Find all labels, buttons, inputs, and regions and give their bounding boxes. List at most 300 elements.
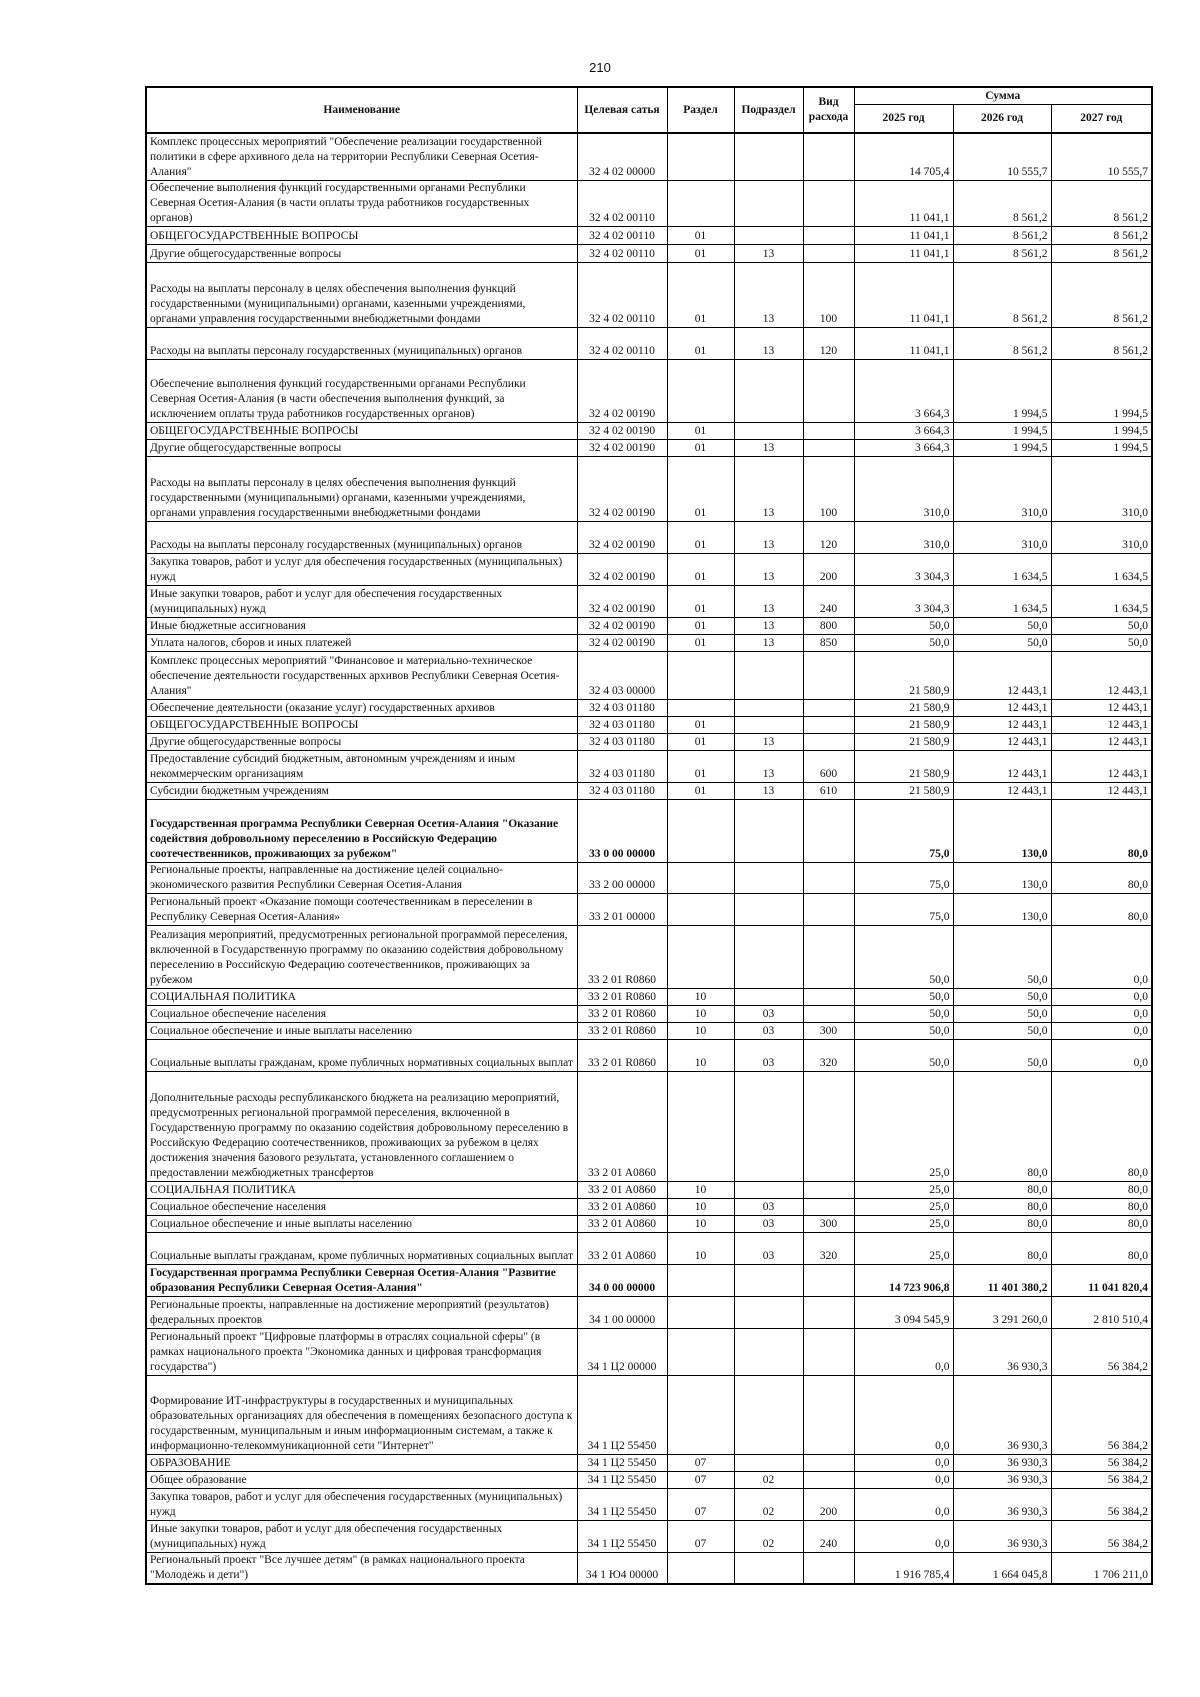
cell-sum-2025: 50,0 — [854, 1039, 953, 1071]
cell-subsection: 13 — [734, 456, 803, 521]
cell-sum-2027: 1 634,5 — [1051, 553, 1152, 585]
cell-sum-2027: 12 443,1 — [1051, 733, 1152, 750]
cell-section: 10 — [667, 1198, 734, 1215]
cell-sum-2026: 36 930,3 — [953, 1375, 1051, 1454]
cell-subsection: 13 — [734, 244, 803, 262]
cell-sum-2026: 80,0 — [953, 1181, 1051, 1198]
cell-sum-2027: 0,0 — [1051, 988, 1152, 1005]
cell-target-item: 32 4 02 00000 — [577, 133, 667, 180]
cell-subsection — [734, 1071, 803, 1181]
cell-subsection: 13 — [734, 617, 803, 634]
cell-target-item: 34 1 Ц2 55450 — [577, 1488, 667, 1520]
cell-sum-2027: 80,0 — [1051, 799, 1152, 862]
cell-sum-2025: 3 664,3 — [854, 359, 953, 422]
cell-expense-type — [803, 1328, 854, 1375]
cell-subsection: 13 — [734, 733, 803, 750]
cell-sum-2027: 1 634,5 — [1051, 585, 1152, 617]
cell-expense-type — [803, 1264, 854, 1296]
cell-section: 10 — [667, 1215, 734, 1232]
cell-subsection — [734, 799, 803, 862]
cell-target-item: 33 2 01 A0860 — [577, 1215, 667, 1232]
cell-target-item: 33 2 01 R0860 — [577, 1022, 667, 1039]
cell-section — [667, 893, 734, 925]
cell-target-item: 32 4 02 00110 — [577, 244, 667, 262]
cell-expense-type: 120 — [803, 521, 854, 553]
cell-expense-type — [803, 893, 854, 925]
cell-sum-2026: 12 443,1 — [953, 782, 1051, 799]
cell-target-item: 32 4 02 00190 — [577, 359, 667, 422]
table-row — [146, 1488, 1152, 1520]
cell-sum-2026: 80,0 — [953, 1232, 1051, 1264]
cell-sum-2027: 8 561,2 — [1051, 244, 1152, 262]
cell-name: Другие общегосударственные вопросы — [146, 733, 577, 750]
cell-sum-2027: 56 384,2 — [1051, 1454, 1152, 1471]
cell-section — [667, 799, 734, 862]
cell-sum-2026: 12 443,1 — [953, 699, 1051, 716]
cell-name: Социальное обеспечение и иные выплаты населению — [146, 1215, 577, 1232]
cell-sum-2027: 80,0 — [1051, 1198, 1152, 1215]
cell-subsection: 13 — [734, 634, 803, 651]
cell-target-item: 32 4 03 01180 — [577, 782, 667, 799]
cell-target-item: 34 1 Ц2 55450 — [577, 1520, 667, 1552]
cell-subsection — [734, 651, 803, 699]
cell-expense-type — [803, 133, 854, 180]
cell-sum-2026: 1 634,5 — [953, 553, 1051, 585]
table-row — [146, 1232, 1152, 1264]
table-row — [146, 456, 1152, 521]
cell-section — [667, 1296, 734, 1328]
cell-name: Обеспечение выполнения функций государственными органами Республики Северная Осетия-Алания (в части оплаты труда работников государственных органов) — [146, 180, 577, 226]
cell-sum-2025: 21 580,9 — [854, 699, 953, 716]
cell-name: Иные закупки товаров, работ и услуг для обеспечения государственных (муниципальных) нужд — [146, 1520, 577, 1552]
table-row — [146, 799, 1152, 862]
cell-expense-type: 300 — [803, 1215, 854, 1232]
table-row — [146, 553, 1152, 585]
cell-sum-2026: 3 291 260,0 — [953, 1296, 1051, 1328]
cell-name: Обеспечение деятельности (оказание услуг) государственных архивов — [146, 699, 577, 716]
cell-name: Другие общегосударственные вопросы — [146, 439, 577, 456]
table-row — [146, 634, 1152, 651]
cell-subsection: 03 — [734, 1039, 803, 1071]
cell-sum-2025: 75,0 — [854, 893, 953, 925]
cell-sum-2027: 10 555,7 — [1051, 133, 1152, 180]
cell-subsection — [734, 862, 803, 893]
cell-target-item: 32 4 03 01180 — [577, 699, 667, 716]
cell-expense-type: 100 — [803, 456, 854, 521]
cell-sum-2026: 36 930,3 — [953, 1520, 1051, 1552]
cell-sum-2026: 12 443,1 — [953, 750, 1051, 782]
cell-sum-2025: 14 705,4 — [854, 133, 953, 180]
cell-sum-2025: 3 094 545,9 — [854, 1296, 953, 1328]
cell-sum-2025: 310,0 — [854, 456, 953, 521]
cell-sum-2026: 80,0 — [953, 1215, 1051, 1232]
cell-section — [667, 133, 734, 180]
cell-sum-2025: 25,0 — [854, 1181, 953, 1198]
header-section: Раздел — [667, 87, 734, 133]
cell-sum-2026: 50,0 — [953, 1039, 1051, 1071]
cell-sum-2026: 1 994,5 — [953, 422, 1051, 439]
table-row — [146, 733, 1152, 750]
cell-target-item: 32 4 02 00190 — [577, 439, 667, 456]
cell-section: 07 — [667, 1471, 734, 1488]
cell-sum-2026: 8 561,2 — [953, 226, 1051, 244]
cell-sum-2025: 50,0 — [854, 1022, 953, 1039]
cell-name: Комплекс процессных мероприятий "Финансовое и материально-техническое обеспечение деятельности государственных архивов Республики Северная Осетия-Алания" — [146, 651, 577, 699]
cell-sum-2025: 0,0 — [854, 1454, 953, 1471]
cell-name: Государственная программа Республики Северная Осетия-Алания "Оказание содействия добровольному переселению в Российскую Федерацию соотечественников, проживающих за рубежом" — [146, 799, 577, 862]
cell-sum-2025: 0,0 — [854, 1328, 953, 1375]
cell-section: 01 — [667, 262, 734, 327]
cell-subsection — [734, 1375, 803, 1454]
cell-section: 01 — [667, 439, 734, 456]
cell-name: Закупка товаров, работ и услуг для обеспечения государственных (муниципальных) нужд — [146, 1488, 577, 1520]
cell-sum-2025: 21 580,9 — [854, 782, 953, 799]
cell-sum-2027: 80,0 — [1051, 893, 1152, 925]
table-row — [146, 988, 1152, 1005]
page-number: 210 — [589, 60, 611, 75]
cell-name: Расходы на выплаты персоналу государственных (муниципальных) органов — [146, 327, 577, 359]
table-row — [146, 1181, 1152, 1198]
cell-section: 01 — [667, 585, 734, 617]
cell-expense-type — [803, 180, 854, 226]
table-row — [146, 1471, 1152, 1488]
cell-target-item: 33 2 01 A0860 — [577, 1232, 667, 1264]
cell-section — [667, 1328, 734, 1375]
cell-name: Расходы на выплаты персоналу в целях обеспечения выполнения функций государственными (муниципальными) органами, казенными учреждениями, органами управления государственными внебюджетными фондами — [146, 456, 577, 521]
cell-name: Предоставление субсидий бюджетным, автономным учреждениям и иным некоммерческим организациям — [146, 750, 577, 782]
cell-sum-2025: 0,0 — [854, 1488, 953, 1520]
table-row — [146, 1296, 1152, 1328]
table-row — [146, 893, 1152, 925]
cell-target-item: 33 0 00 00000 — [577, 799, 667, 862]
table-row — [146, 925, 1152, 988]
cell-expense-type — [803, 1005, 854, 1022]
cell-sum-2026: 130,0 — [953, 862, 1051, 893]
cell-subsection: 03 — [734, 1005, 803, 1022]
cell-sum-2027: 56 384,2 — [1051, 1520, 1152, 1552]
cell-name: Иные закупки товаров, работ и услуг для обеспечения государственных (муниципальных) нужд — [146, 585, 577, 617]
cell-expense-type: 100 — [803, 262, 854, 327]
cell-target-item: 33 2 01 A0860 — [577, 1071, 667, 1181]
table-row — [146, 1005, 1152, 1022]
cell-sum-2027: 1 994,5 — [1051, 439, 1152, 456]
cell-sum-2026: 8 561,2 — [953, 327, 1051, 359]
table-row — [146, 1375, 1152, 1454]
table-row — [146, 716, 1152, 733]
cell-name: Иные бюджетные ассигнования — [146, 617, 577, 634]
cell-sum-2025: 3 664,3 — [854, 422, 953, 439]
cell-name: Комплекс процессных мероприятий "Обеспечение реализации государственной политики в сфере архивного дела на территории Республики Северная Осетия-Алания" — [146, 133, 577, 180]
cell-expense-type: 300 — [803, 1022, 854, 1039]
cell-target-item: 34 1 Ю4 00000 — [577, 1552, 667, 1584]
cell-subsection: 03 — [734, 1232, 803, 1264]
cell-section — [667, 359, 734, 422]
cell-subsection: 13 — [734, 439, 803, 456]
cell-subsection — [734, 716, 803, 733]
cell-expense-type — [803, 733, 854, 750]
cell-subsection — [734, 988, 803, 1005]
cell-sum-2025: 0,0 — [854, 1375, 953, 1454]
cell-sum-2025: 21 580,9 — [854, 733, 953, 750]
table-row — [146, 651, 1152, 699]
table-row — [146, 180, 1152, 226]
cell-target-item: 32 4 03 00000 — [577, 651, 667, 699]
table-row — [146, 1328, 1152, 1375]
cell-target-item: 34 1 Ц2 00000 — [577, 1328, 667, 1375]
cell-subsection: 03 — [734, 1022, 803, 1039]
cell-subsection: 02 — [734, 1488, 803, 1520]
cell-sum-2025: 50,0 — [854, 634, 953, 651]
cell-sum-2026: 8 561,2 — [953, 180, 1051, 226]
table-row — [146, 862, 1152, 893]
cell-sum-2027: 0,0 — [1051, 1022, 1152, 1039]
cell-section — [667, 180, 734, 226]
header-year-2027: 2027 год — [1051, 105, 1152, 134]
cell-name: Другие общегосударственные вопросы — [146, 244, 577, 262]
cell-expense-type — [803, 1071, 854, 1181]
cell-section: 10 — [667, 1039, 734, 1071]
cell-sum-2025: 11 041,1 — [854, 262, 953, 327]
cell-target-item: 34 1 Ц2 55450 — [577, 1375, 667, 1454]
header-target-item: Целевая сатья — [577, 87, 667, 133]
cell-sum-2027: 50,0 — [1051, 617, 1152, 634]
cell-target-item: 32 4 02 00190 — [577, 521, 667, 553]
cell-target-item: 32 4 02 00110 — [577, 262, 667, 327]
cell-sum-2027: 80,0 — [1051, 1071, 1152, 1181]
cell-name: Региональный проект "Цифровые платформы в отраслях социальной сферы" (в рамках национального проекта "Экономика данных и цифровая трансформация государства") — [146, 1328, 577, 1375]
cell-subsection: 02 — [734, 1471, 803, 1488]
cell-section: 07 — [667, 1520, 734, 1552]
cell-sum-2027: 1 994,5 — [1051, 422, 1152, 439]
cell-expense-type: 800 — [803, 617, 854, 634]
cell-name: Формирование ИТ-инфраструктуры в государственных и муниципальных образовательных организациях для обеспечения в помещениях безопасного доступа к государственным, муниципальным и иным информационным системам, а также к информационно-телекоммуникационной сети "Интернет" — [146, 1375, 577, 1454]
cell-sum-2027: 8 561,2 — [1051, 226, 1152, 244]
cell-subsection: 03 — [734, 1198, 803, 1215]
cell-expense-type — [803, 862, 854, 893]
cell-sum-2026: 8 561,2 — [953, 244, 1051, 262]
cell-sum-2027: 80,0 — [1051, 1181, 1152, 1198]
cell-sum-2025: 21 580,9 — [854, 716, 953, 733]
cell-sum-2025: 3 304,3 — [854, 585, 953, 617]
cell-name: Общее образование — [146, 1471, 577, 1488]
cell-subsection — [734, 699, 803, 716]
cell-expense-type: 240 — [803, 1520, 854, 1552]
cell-target-item: 33 2 01 A0860 — [577, 1198, 667, 1215]
cell-sum-2027: 80,0 — [1051, 1232, 1152, 1264]
cell-subsection — [734, 180, 803, 226]
cell-sum-2026: 130,0 — [953, 799, 1051, 862]
cell-section — [667, 1071, 734, 1181]
cell-sum-2026: 130,0 — [953, 893, 1051, 925]
cell-section: 10 — [667, 1022, 734, 1039]
cell-name: Реализация мероприятий, предусмотренных региональной программой переселения, включенной в Государственную программу по оказанию содействия добровольному переселению в Российскую Федерацию соотечественников, проживающих за рубежом — [146, 925, 577, 988]
cell-section: 01 — [667, 750, 734, 782]
cell-target-item: 32 4 02 00110 — [577, 226, 667, 244]
cell-sum-2026: 10 555,7 — [953, 133, 1051, 180]
cell-sum-2027: 1 994,5 — [1051, 359, 1152, 422]
cell-sum-2026: 36 930,3 — [953, 1454, 1051, 1471]
cell-sum-2027: 8 561,2 — [1051, 262, 1152, 327]
cell-subsection: 13 — [734, 262, 803, 327]
cell-sum-2027: 80,0 — [1051, 1215, 1152, 1232]
cell-target-item: 32 4 02 00190 — [577, 422, 667, 439]
cell-sum-2025: 14 723 906,8 — [854, 1264, 953, 1296]
cell-target-item: 32 4 02 00190 — [577, 553, 667, 585]
cell-name: Государственная программа Республики Северная Осетия-Алания "Развитие образования Республики Северная Осетия-Алания" — [146, 1264, 577, 1296]
cell-name: Социальное обеспечение и иные выплаты населению — [146, 1022, 577, 1039]
cell-sum-2026: 12 443,1 — [953, 733, 1051, 750]
cell-sum-2026: 1 994,5 — [953, 439, 1051, 456]
header-year-2026: 2026 год — [953, 105, 1051, 134]
cell-sum-2025: 21 580,9 — [854, 651, 953, 699]
header-expense-type: Вид расхода — [803, 87, 854, 133]
cell-sum-2027: 56 384,2 — [1051, 1471, 1152, 1488]
cell-name: Социальное обеспечение населения — [146, 1198, 577, 1215]
cell-subsection — [734, 1328, 803, 1375]
cell-sum-2025: 0,0 — [854, 1520, 953, 1552]
cell-sum-2026: 310,0 — [953, 521, 1051, 553]
header-subsection: Подраздел — [734, 87, 803, 133]
cell-expense-type — [803, 1375, 854, 1454]
table-row — [146, 750, 1152, 782]
cell-name: Обеспечение выполнения функций государственными органами Республики Северная Осетия-Алания (в части обеспечения выполнения функций, за исключением оплаты труда работников государственных органов) — [146, 359, 577, 422]
cell-sum-2026: 50,0 — [953, 634, 1051, 651]
cell-target-item: 32 4 02 00110 — [577, 180, 667, 226]
cell-sum-2027: 8 561,2 — [1051, 327, 1152, 359]
cell-name: ОБЩЕГОСУДАРСТВЕННЫЕ ВОПРОСЫ — [146, 422, 577, 439]
cell-sum-2026: 50,0 — [953, 617, 1051, 634]
table-row — [146, 1022, 1152, 1039]
cell-section — [667, 699, 734, 716]
table-row — [146, 699, 1152, 716]
cell-sum-2025: 11 041,1 — [854, 244, 953, 262]
cell-name: Региональный проект «Оказание помощи соотечественникам в переселении в Республику Северная Осетия-Алания» — [146, 893, 577, 925]
table-row — [146, 1071, 1152, 1181]
cell-subsection — [734, 1264, 803, 1296]
cell-expense-type — [803, 699, 854, 716]
cell-name: Социальные выплаты гражданам, кроме публичных нормативных социальных выплат — [146, 1232, 577, 1264]
cell-section: 01 — [667, 617, 734, 634]
cell-sum-2025: 25,0 — [854, 1215, 953, 1232]
cell-target-item: 33 2 01 A0860 — [577, 1181, 667, 1198]
cell-sum-2026: 50,0 — [953, 988, 1051, 1005]
cell-target-item: 32 4 02 00190 — [577, 617, 667, 634]
cell-sum-2027: 11 041 820,4 — [1051, 1264, 1152, 1296]
cell-subsection: 13 — [734, 750, 803, 782]
cell-expense-type — [803, 439, 854, 456]
table-row — [146, 133, 1152, 180]
cell-section — [667, 1264, 734, 1296]
cell-sum-2025: 75,0 — [854, 799, 953, 862]
table-row — [146, 1520, 1152, 1552]
cell-sum-2025: 11 041,1 — [854, 327, 953, 359]
cell-target-item: 33 2 01 R0860 — [577, 1005, 667, 1022]
cell-name: СОЦИАЛЬНАЯ ПОЛИТИКА — [146, 1181, 577, 1198]
cell-sum-2026: 36 930,3 — [953, 1488, 1051, 1520]
cell-expense-type — [803, 1198, 854, 1215]
cell-name: Региональный проект "Все лучшее детям" (в рамках национального проекта "Молодежь и дети") — [146, 1552, 577, 1584]
cell-subsection — [734, 1296, 803, 1328]
header-year-2025: 2025 год — [854, 105, 953, 134]
cell-section: 10 — [667, 1232, 734, 1264]
table-row — [146, 782, 1152, 799]
cell-target-item: 33 2 01 R0860 — [577, 925, 667, 988]
cell-expense-type — [803, 716, 854, 733]
cell-name: Расходы на выплаты персоналу в целях обеспечения выполнения функций государственными (муниципальными) органами, казенными учреждениями, органами управления государственными внебюджетными фондами — [146, 262, 577, 327]
cell-sum-2027: 2 810 510,4 — [1051, 1296, 1152, 1328]
cell-sum-2027: 12 443,1 — [1051, 651, 1152, 699]
cell-expense-type: 320 — [803, 1232, 854, 1264]
cell-sum-2027: 0,0 — [1051, 925, 1152, 988]
cell-subsection — [734, 226, 803, 244]
cell-expense-type — [803, 1296, 854, 1328]
cell-section: 01 — [667, 716, 734, 733]
cell-expense-type — [803, 359, 854, 422]
cell-subsection: 13 — [734, 585, 803, 617]
cell-target-item: 33 2 01 00000 — [577, 893, 667, 925]
cell-expense-type — [803, 925, 854, 988]
cell-sum-2025: 50,0 — [854, 617, 953, 634]
cell-sum-2026: 50,0 — [953, 1005, 1051, 1022]
cell-subsection — [734, 893, 803, 925]
cell-subsection: 03 — [734, 1215, 803, 1232]
cell-expense-type — [803, 422, 854, 439]
cell-subsection: 02 — [734, 1520, 803, 1552]
cell-sum-2026: 11 401 380,2 — [953, 1264, 1051, 1296]
cell-sum-2027: 310,0 — [1051, 456, 1152, 521]
cell-target-item: 34 1 Ц2 55450 — [577, 1471, 667, 1488]
cell-subsection: 13 — [734, 553, 803, 585]
cell-name: Расходы на выплаты персоналу государственных (муниципальных) органов — [146, 521, 577, 553]
cell-target-item: 33 2 01 R0860 — [577, 1039, 667, 1071]
cell-sum-2025: 3 304,3 — [854, 553, 953, 585]
cell-sum-2025: 11 041,1 — [854, 180, 953, 226]
cell-target-item: 34 1 Ц2 55450 — [577, 1454, 667, 1471]
cell-subsection — [734, 925, 803, 988]
cell-sum-2026: 36 930,3 — [953, 1328, 1051, 1375]
cell-sum-2027: 12 443,1 — [1051, 699, 1152, 716]
cell-sum-2025: 50,0 — [854, 925, 953, 988]
cell-name: Уплата налогов, сборов и иных платежей — [146, 634, 577, 651]
table-row — [146, 262, 1152, 327]
cell-name: Дополнительные расходы республиканского бюджета на реализацию мероприятий, предусмотренных региональной программой переселения, включенной в Государственную программу по оказанию содействия добровольному переселению в Российскую Федерацию соотечественников, проживающих за рубежом в целях достижения значения базового результата, установленного соглашением о предоставлении межбюджетных трансфертов — [146, 1071, 577, 1181]
table-row — [146, 1454, 1152, 1471]
budget-table — [145, 86, 1153, 1585]
cell-sum-2026: 1 994,5 — [953, 359, 1051, 422]
table-row — [146, 1264, 1152, 1296]
cell-sum-2026: 1 664 045,8 — [953, 1552, 1051, 1584]
cell-target-item: 32 4 03 01180 — [577, 716, 667, 733]
cell-sum-2027: 12 443,1 — [1051, 750, 1152, 782]
cell-section: 01 — [667, 422, 734, 439]
cell-sum-2025: 25,0 — [854, 1071, 953, 1181]
cell-target-item: 32 4 03 01180 — [577, 733, 667, 750]
cell-sum-2026: 1 634,5 — [953, 585, 1051, 617]
cell-expense-type — [803, 1454, 854, 1471]
cell-expense-type: 200 — [803, 553, 854, 585]
cell-section — [667, 862, 734, 893]
cell-subsection: 13 — [734, 327, 803, 359]
cell-sum-2025: 50,0 — [854, 988, 953, 1005]
cell-name: ОБЩЕГОСУДАРСТВЕННЫЕ ВОПРОСЫ — [146, 226, 577, 244]
header-sum: Сумма — [854, 87, 1152, 105]
cell-sum-2026: 80,0 — [953, 1198, 1051, 1215]
cell-target-item: 32 4 02 00190 — [577, 634, 667, 651]
cell-section: 07 — [667, 1488, 734, 1520]
cell-sum-2025: 0,0 — [854, 1471, 953, 1488]
cell-target-item: 32 4 02 00110 — [577, 327, 667, 359]
cell-target-item: 33 2 00 00000 — [577, 862, 667, 893]
